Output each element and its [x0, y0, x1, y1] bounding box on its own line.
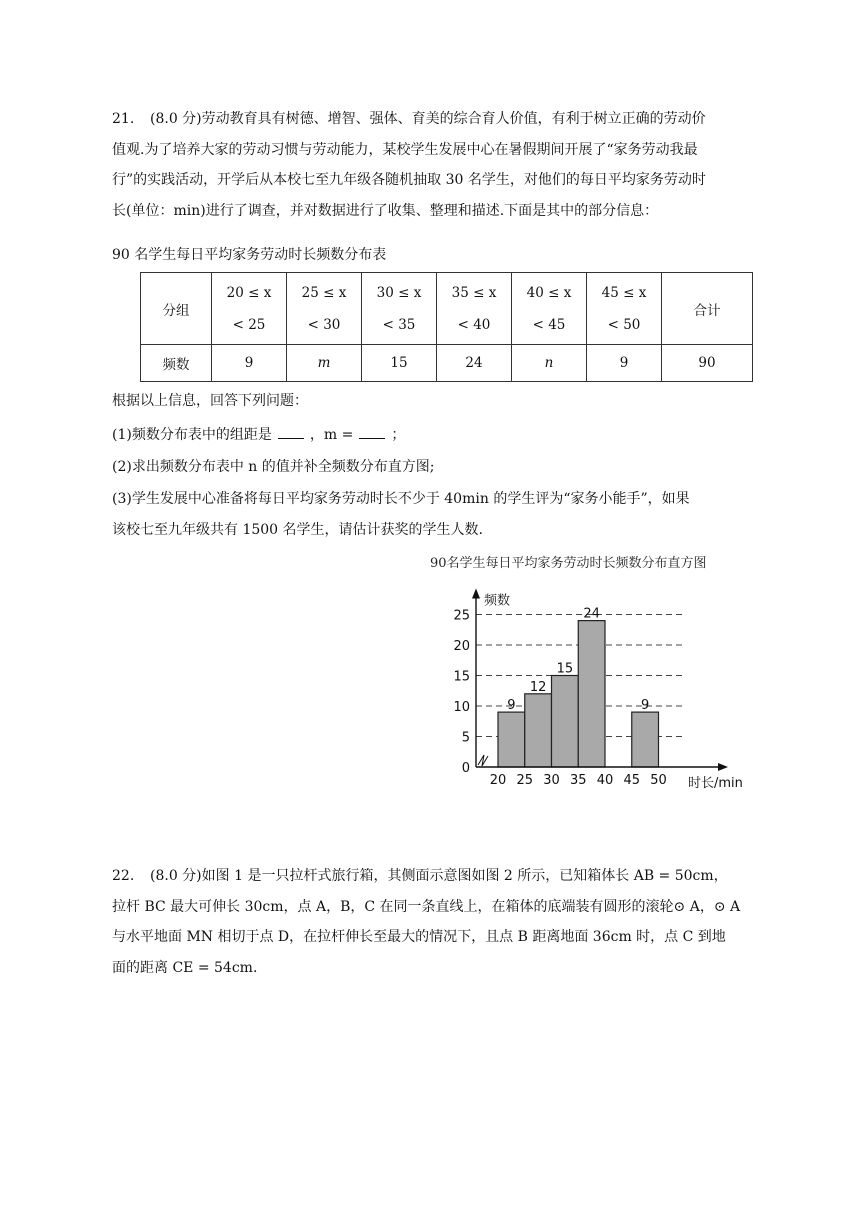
table-header-frequency: 频数	[141, 345, 212, 382]
group-upper-bound: < 45	[532, 316, 566, 333]
table-group-cell	[587, 273, 662, 345]
table-total-cell: 90	[662, 345, 753, 382]
x-tick-label: 20	[489, 773, 507, 788]
group-upper-bound: < 35	[382, 316, 416, 333]
part-3-line-2: 该校七至九年级共有 1500 名学生，请估计获奖的学生人数.	[112, 521, 483, 538]
bar-value-label: 15	[556, 661, 574, 677]
y-tick-label: 5	[461, 730, 470, 746]
x-axis-arrow	[718, 763, 728, 771]
histogram-bar	[632, 712, 659, 767]
histogram-bar	[552, 676, 579, 768]
group-upper-bound: < 50	[607, 316, 641, 333]
y-tick-label: 0	[461, 761, 470, 776]
table-group-cell	[362, 273, 437, 345]
question-text: (8.0 分)如图 1 是一只拉杆式旅行箱，其侧面示意图如图 2 所示，已知箱体长 AB = 50cm，	[150, 868, 728, 884]
part-3-line-1: (3)学生发展中心准备将每日平均家务劳动时长不少于 40min 的学生评为“家务小能手”，如果	[112, 491, 690, 507]
bar-value-label: 12	[529, 679, 547, 695]
question-22-line-2: 拉杆 BC 最大可伸长 30cm，点 A，B，C 在同一条直线上，在箱体的底端装有圆形的滚轮⊙ A，⊙ A	[112, 898, 741, 915]
y-tick-label: 10	[453, 700, 470, 715]
table-frequency-cell: 9	[587, 345, 662, 382]
x-tick-label: 30	[543, 773, 560, 788]
x-tick-label: 25	[516, 773, 534, 788]
group-lower-bound: 25 ≤ x	[301, 284, 347, 301]
chart-title: 90名学生每日平均家务劳动时长频数分布直方图	[430, 556, 707, 571]
x-tick-label: 50	[650, 773, 667, 788]
table-frequency-cell: 9	[212, 345, 287, 382]
question-22-line-1	[112, 861, 752, 892]
table-group-cell	[437, 273, 512, 345]
group-upper-bound: < 40	[457, 316, 491, 333]
table-group-cell	[287, 273, 362, 345]
part-1-end: ；	[391, 427, 406, 443]
group-lower-bound: 35 ≤ x	[451, 284, 497, 301]
bar-value-label: 24	[583, 606, 600, 622]
bar-value-label: 9	[640, 698, 650, 714]
group-lower-bound: 40 ≤ x	[526, 284, 572, 301]
histogram-bar	[498, 712, 525, 767]
histogram-bar	[525, 694, 552, 767]
group-lower-bound: 30 ≤ x	[376, 284, 422, 301]
y-axis-arrow	[472, 589, 480, 599]
question-22-line-3: 与水平地面 MN 相切于点 D，在拉杆伸长至最大的情况下，且点 B 距离地面 36cm 时，点 C 到地	[112, 929, 726, 945]
table-header-total: 合计	[662, 273, 753, 345]
x-tick-label: 35	[569, 773, 587, 788]
frequency-table	[140, 272, 753, 382]
y-tick-label: 25	[453, 608, 470, 624]
histogram-chart	[420, 550, 760, 800]
x-tick-label: 45	[623, 773, 641, 788]
y-axis-label: 频数	[484, 593, 511, 609]
question-21-line-2: 值观.为了培养大家的劳动习惯与劳动能力，某校学生发展中心在暑假期间开展了“家务劳动我最	[112, 141, 698, 158]
question-number: 22.	[112, 868, 135, 884]
question-21-line-1	[112, 104, 752, 135]
y-tick-label: 15	[453, 669, 470, 685]
question-22-line-4: 面的距离 CE = 54cm.	[112, 959, 258, 976]
axis-break-mark	[478, 755, 488, 766]
group-upper-bound: < 25	[232, 316, 266, 333]
answer-blank-m[interactable]	[359, 424, 385, 439]
histogram-figure	[420, 550, 760, 800]
table-header-group: 分组	[141, 273, 212, 345]
part-1-text-m: ，m =	[309, 427, 354, 443]
question-text: (8.0 分)劳动教育具有树德、增智、强体、育美的综合育人价值，有利于树立正确的劳动价	[150, 111, 706, 127]
bar-value-label: 9	[507, 698, 516, 714]
answer-blank-interval[interactable]	[278, 424, 304, 439]
table-frequency-cell: n	[512, 345, 587, 382]
question-21-line-3: 行”的实践活动，开学后从本校七至九年级各随机抽取 30 名学生，对他们的每日平均家务劳动时	[112, 172, 706, 188]
part-1-text: (1)频数分布表中的组距是	[112, 427, 272, 443]
table-frequency-cell: m	[287, 345, 362, 382]
question-21-part-1	[112, 420, 752, 451]
question-21-part-2: (2)求出频数分布表中 n 的值并补全频数分布直方图;	[112, 459, 435, 475]
question-21-intro: 根据以上信息，回答下列问题：	[112, 393, 308, 409]
table-frequency-cell: 15	[362, 345, 437, 382]
table-caption: 90 名学生每日平均家务劳动时长频数分布表	[112, 247, 387, 263]
group-upper-bound: < 30	[307, 316, 341, 333]
group-lower-bound: 20 ≤ x	[226, 284, 272, 301]
question-21	[112, 104, 752, 226]
question-22	[112, 861, 752, 983]
question-21-line-4: 长(单位：min)进行了调查，并对数据进行了收集、整理和描述.下面是其中的部分信息：	[112, 202, 659, 219]
x-axis-label: 时长/min	[688, 776, 743, 791]
table-group-cell	[212, 273, 287, 345]
table-frequency-cell: 24	[437, 345, 512, 382]
y-tick-label: 20	[453, 639, 470, 654]
group-lower-bound: 45 ≤ x	[601, 284, 647, 301]
x-tick-label: 40	[596, 773, 614, 788]
histogram-bar	[578, 621, 605, 767]
question-number: 21.	[112, 111, 135, 127]
question-21-part-3	[112, 484, 752, 545]
table-group-cell	[512, 273, 587, 345]
